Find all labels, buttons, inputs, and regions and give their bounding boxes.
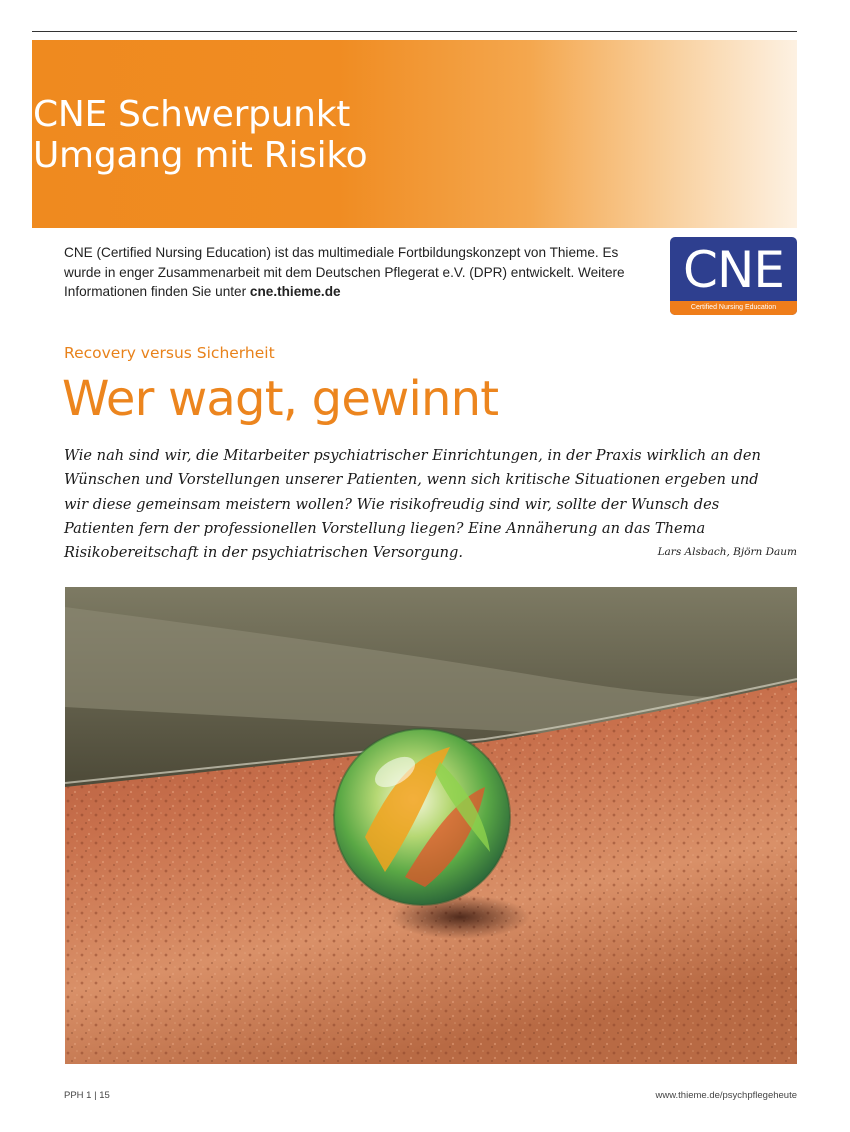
article-authors: Lars Alsbach, Björn Daum (657, 546, 797, 558)
marble-photo (65, 587, 797, 1064)
cne-logo-tagline: Certified Nursing Education (670, 301, 797, 315)
marble-photo-illustration (65, 587, 797, 1064)
intro-body: CNE (Certified Nursing Education) ist das multimediale Fortbildungskonzept von Thieme. Es wurde in enger Zusammenarbeit mit dem Deutschen Pflegerat e.V. (DPR) entwickelt. Weitere Informationen finden Sie unter (64, 245, 625, 299)
footer-url[interactable]: www.thieme.de/psychpflegeheute (655, 1090, 797, 1101)
article-kicker: Recovery versus Sicherheit (64, 344, 275, 362)
article-lead: Wie nah sind wir, die Mitarbeiter psychiatrischer Einrichtungen, in der Praxis wirklich an den Wünschen und Vorstellungen unserer Patienten, wenn sich kritische Situationen ergeben und wir diese gemeinsam meistern wollen? Wie risikofreudig sind wir, sollte der Wunsch des Patienten fern der professionellen Vorstellung liegen? Eine Annäherung an das Thema Risikobereitschaft in der psychiatrischen Versorgung. (64, 447, 761, 562)
banner-title (33, 94, 367, 176)
intro-text (64, 243, 654, 302)
banner-title-line1: CNE Schwerpunkt (33, 94, 351, 135)
top-rule (32, 31, 797, 32)
article-headline: Wer wagt, gewinnt (62, 371, 499, 427)
footer-issue: PPH 1 | 15 (64, 1090, 110, 1101)
banner-title-line2: Umgang mit Risiko (33, 135, 368, 176)
cne-logo (670, 237, 797, 315)
cne-link[interactable]: cne.thieme.de (249, 284, 341, 299)
cne-logo-letters: CNE (683, 241, 784, 299)
